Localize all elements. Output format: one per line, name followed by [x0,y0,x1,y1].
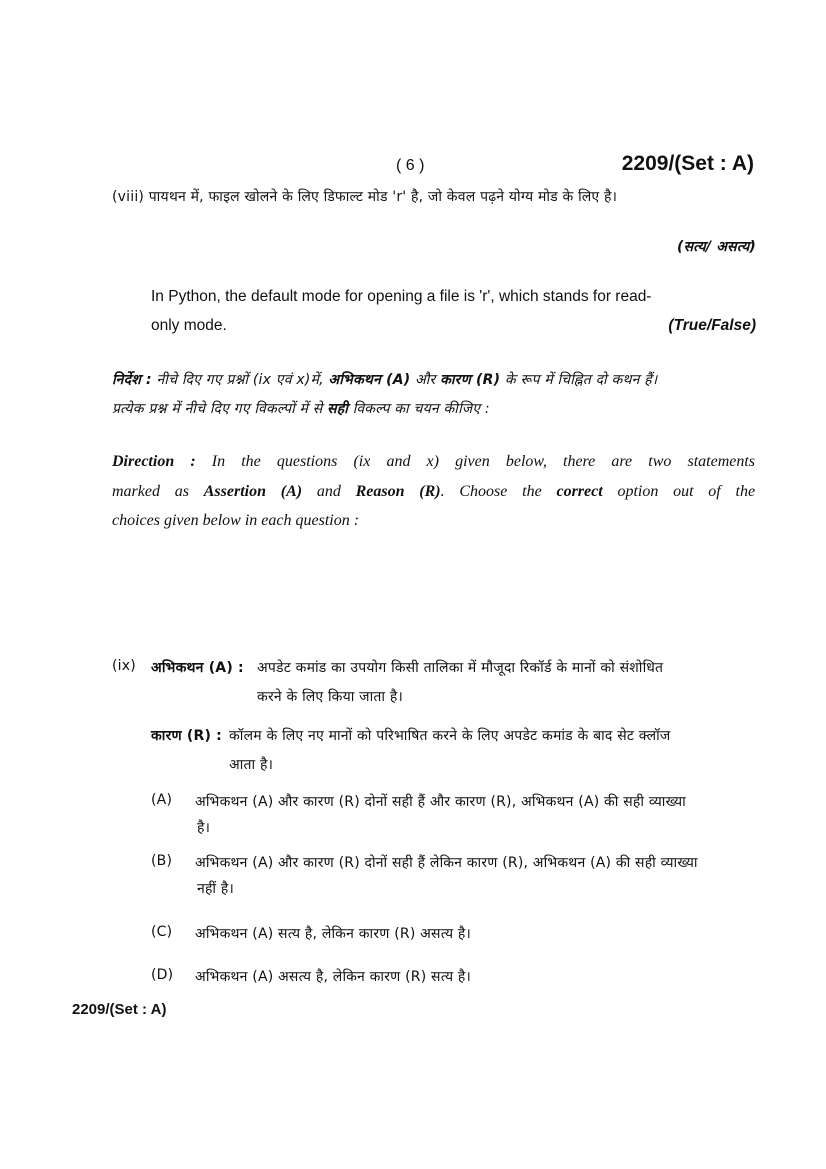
assertion-term-english: Assertion (A) [203,483,303,500]
direction-hindi-text: के रूप में चिह्नित दो कथन हैं। [504,372,658,388]
option-text-line2: है। [197,820,211,836]
footer-set-code: 2209/(Set : A) [72,1001,167,1018]
assertion-label: अभिकथन (A) : [151,660,244,676]
option-text-line1: अभिकथन (A) सत्य है, लेकिन कारण (R) असत्य है। [195,926,472,942]
assertion-text-line2: करने के लिए किया जाता है। [257,689,403,705]
option-letter: (C) [151,924,173,940]
answer-choice-english: (True/False) [668,317,756,334]
option-text-line2: नहीं है। [197,881,235,897]
question-text-english-line2: only mode. [151,317,227,334]
direction-english-line3: choices given below in each question : [112,512,360,529]
and-word-english: and [316,483,341,500]
direction-english-text: marked as [112,483,189,500]
direction-english-text: . Choose the [440,483,542,500]
direction-hindi-text: नीचे दिए गए प्रश्नों (ix एवं x)में, [156,372,324,388]
direction-hindi-line2 [112,399,490,418]
direction-label-english: Direction : [112,453,196,470]
option-letter: (B) [151,853,173,869]
option-letter: (A) [151,792,173,808]
question-ix-number: (ix) [112,658,136,674]
direction-english-text: option out of the [617,483,756,500]
reason-label: कारण (R) : [151,728,222,744]
option-text-line1: अभिकथन (A) और कारण (R) दोनों सही हैं और कारण (R), अभिकथन (A) की सही व्याख्या [195,794,686,810]
option-letter: (D) [151,967,174,983]
option-text-line1: अभिकथन (A) और कारण (R) दोनों सही हैं लेकिन कारण (R), अभिकथन (A) की सही व्याख्या [195,855,698,871]
direction-hindi-line1 [112,370,657,389]
direction-english-line1 [112,453,755,471]
reason-term-english: Reason (R) [355,483,441,500]
question-viii-hindi [112,187,617,206]
direction-label-hindi: निर्देश : [112,372,152,388]
question-text-english-line1: In Python, the default mode for opening a file is 'r', which stands for read- [151,288,652,305]
direction-english-line2 [112,483,755,501]
page-number: ( 6 ) [396,157,425,174]
reason-text-line2: आता है। [229,757,274,773]
reason-term: कारण (R) [440,372,501,388]
option-text-line1: अभिकथन (A) असत्य है, लेकिन कारण (R) सत्य है। [195,969,472,985]
direction-hindi-text: प्रत्येक प्रश्न में नीचे दिए गए विकल्पों में से [112,401,323,417]
question-number: (viii) [112,189,145,205]
reason-text-line1: कॉलम के लिए नए मानों को परिभाषित करने के लिए अपडेट कमांड के बाद सेट क्लॉज [229,728,671,744]
direction-english-text: In the questions (ix and x) given below, there are two statements [211,453,756,470]
question-text-hindi: पायथन में, फाइल खोलने के लिए डिफाल्ट मोड 'r' है, जो केवल पढ़ने योग्य मोड के लिए है। [148,189,618,205]
assertion-term: अभिकथन (A) [328,372,411,388]
header-set-code: 2209/(Set : A) [621,152,754,175]
correct-term: सही [327,401,349,417]
direction-hindi-text: विकल्प का चयन कीजिए : [352,401,490,417]
answer-choice-hindi: (सत्य/ असत्य) [677,239,756,255]
assertion-text-line1: अपडेट कमांड का उपयोग किसी तालिका में मौजूदा रिकॉर्ड के मानों को संशोधित [257,660,664,676]
and-word: और [415,372,436,388]
correct-term-english: correct [556,483,603,500]
